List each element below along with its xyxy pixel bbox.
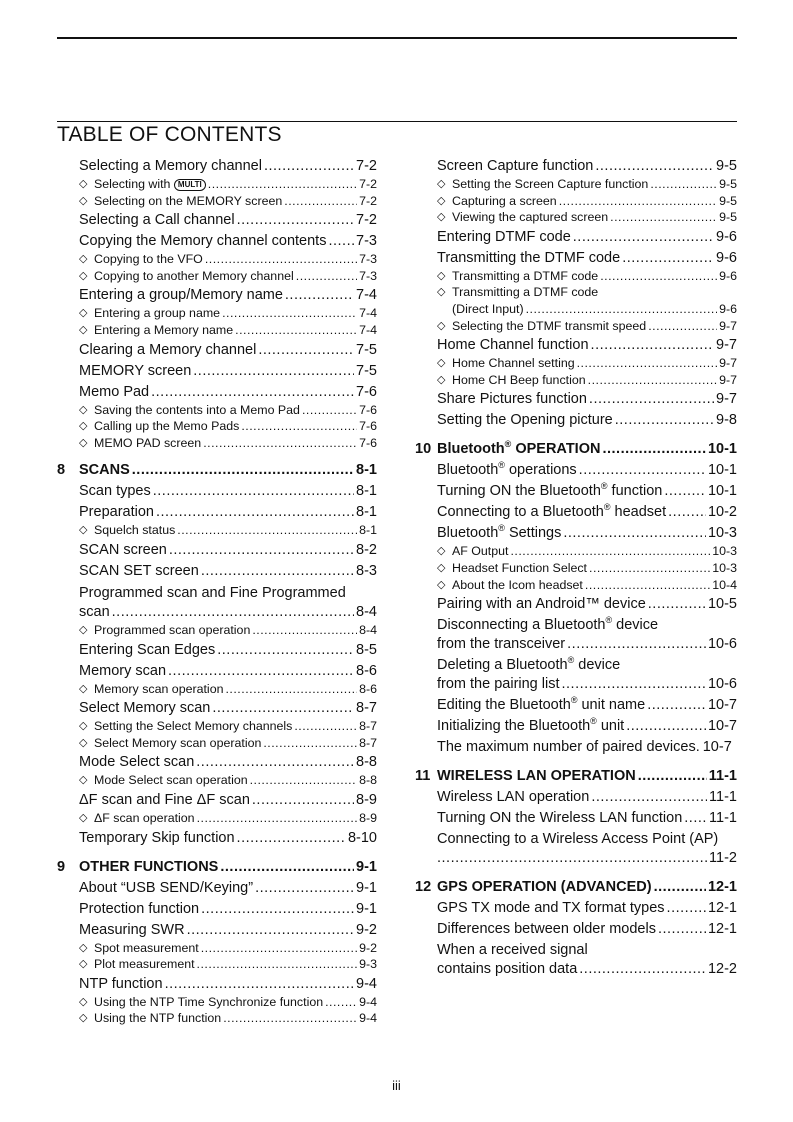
diamond-bullet-icon: ◇ — [437, 211, 446, 224]
toc-subentry[interactable]: ◇ Selecting with MULTI ..... 7-2 — [57, 176, 377, 193]
toc-left-column — [57, 155, 377, 1027]
toc-entry[interactable]: The maximum number of paired devices. 10-7 — [437, 739, 732, 756]
toc-subentry[interactable]: ◇ Using the NTP function ..... 9-4 — [57, 1010, 377, 1027]
toc-entry[interactable]: Bluetooth® operations ..... 10-1 — [415, 461, 737, 480]
toc-entry[interactable]: SCAN screen ..... 8-2 — [57, 541, 377, 560]
toc-subentry[interactable]: ◇ Entering a group name ..... 7-4 — [57, 305, 377, 322]
toc-right-column — [415, 155, 737, 979]
toc-entry[interactable]: from the pairing list ..... 10-6 — [415, 675, 737, 694]
toc-entry-wrapped-title[interactable]: Programmed scan and Fine Programmed — [79, 584, 346, 601]
toc-subentry[interactable]: ◇ Setting the Select Memory channels ..... 8-7 — [57, 718, 377, 735]
toc-entry-wrapped-title[interactable]: Disconnecting a Bluetooth® device — [437, 615, 659, 634]
toc-subentry[interactable]: ◇ Viewing the captured screen ..... 9-5 — [415, 209, 737, 226]
toc-entry[interactable]: Memo Pad ..... 7-6 — [57, 383, 377, 402]
toc-subentry[interactable]: ◇ Entering a Memory name ..... 7-4 — [57, 322, 377, 339]
toc-subentry[interactable]: ◇ Saving the contents into a Memo Pad ..... 7-6 — [57, 402, 377, 419]
toc-subentry-wrapped-title[interactable]: ◇ Transmitting a DTMF code — [437, 285, 599, 300]
diamond-bullet-icon: ◇ — [79, 420, 88, 433]
diamond-bullet-icon: ◇ — [79, 403, 88, 416]
diamond-bullet-icon: ◇ — [437, 319, 446, 332]
toc-subentry[interactable]: ◇ Home CH Beep function ..... 9-7 — [415, 372, 737, 389]
toc-entry-wrapped-title[interactable]: Deleting a Bluetooth® device — [437, 655, 621, 674]
toc-entry[interactable]: Setting the Opening picture ..... 9-8 — [415, 411, 737, 430]
diamond-bullet-icon: ◇ — [437, 578, 446, 591]
header-rule — [57, 37, 737, 39]
toc-entry[interactable]: Mode Select scan ..... 8-8 — [57, 753, 377, 772]
toc-subentry[interactable]: ◇ Capturing a screen ..... 9-5 — [415, 193, 737, 210]
diamond-bullet-icon: ◇ — [79, 941, 88, 954]
toc-entry[interactable]: Bluetooth® Settings ..... 10-3 — [415, 524, 737, 543]
toc-subentry[interactable]: ◇ Select Memory scan operation ..... 8-7 — [57, 735, 377, 752]
toc-subentry[interactable]: ◇ Using the NTP Time Synchronize function ..... 9-4 — [57, 994, 377, 1011]
diamond-bullet-icon: ◇ — [79, 958, 88, 971]
toc-chapter[interactable]: 9 OTHER FUNCTIONS ..... 9-1 — [57, 857, 377, 877]
diamond-bullet-icon: ◇ — [437, 373, 446, 386]
toc-entry[interactable]: GPS TX mode and TX format types ..... 12-1 — [415, 899, 737, 918]
diamond-bullet-icon: ◇ — [79, 720, 88, 733]
toc-entry[interactable]: Editing the Bluetooth® unit name ..... 10-7 — [415, 696, 737, 715]
toc-entry[interactable]: NTP function ..... 9-4 — [57, 975, 377, 994]
toc-entry[interactable]: Initializing the Bluetooth® unit ..... 10-7 — [415, 717, 737, 736]
toc-entry[interactable]: Screen Capture function ..... 9-5 — [415, 157, 737, 176]
toc-entry[interactable]: Entering Scan Edges ..... 8-5 — [57, 641, 377, 660]
diamond-bullet-icon: ◇ — [79, 736, 88, 749]
toc-chapter[interactable]: 8 SCANS ..... 8-1 — [57, 460, 377, 480]
diamond-bullet-icon: ◇ — [437, 545, 446, 558]
toc-subentry[interactable]: ◇ Mode Select scan operation ..... 8-8 — [57, 772, 377, 789]
toc-entry-wrapped-title[interactable]: When a received signal — [437, 942, 588, 959]
diamond-bullet-icon: ◇ — [79, 269, 88, 282]
toc-subentry[interactable]: ◇ Calling up the Memo Pads ..... 7-6 — [57, 418, 377, 435]
toc-entry[interactable]: Selecting a Memory channel ..... 7-2 — [57, 157, 377, 176]
toc-subentry[interactable]: ◇ Selecting on the MEMORY screen ..... 7-2 — [57, 193, 377, 210]
toc-subentry[interactable]: ◇ Copying to another Memory channel ..... 7-3 — [57, 268, 377, 285]
toc-entry[interactable]: Clearing a Memory channel ..... 7-5 — [57, 341, 377, 360]
toc-entry[interactable]: Differences between older models ..... 12-1 — [415, 920, 737, 939]
toc-subentry[interactable]: ◇ ΔF scan operation ..... 8-9 — [57, 810, 377, 827]
diamond-bullet-icon: ◇ — [437, 194, 446, 207]
toc-entry[interactable]: Memory scan ..... 8-6 — [57, 662, 377, 681]
diamond-bullet-icon: ◇ — [79, 436, 88, 449]
toc-entry[interactable]: Wireless LAN operation ..... 11-1 — [415, 788, 737, 807]
diamond-bullet-icon: ◇ — [79, 995, 88, 1008]
toc-subentry[interactable]: ◇ Memory scan operation ..... 8-6 — [57, 681, 377, 698]
toc-subentry[interactable]: ◇ Squelch status ..... 8-1 — [57, 522, 377, 539]
diamond-bullet-icon: ◇ — [79, 524, 88, 537]
toc-entry[interactable]: ..... 11-2 — [415, 849, 737, 868]
toc-entry[interactable]: About “USB SEND/Keying” ..... 9-1 — [57, 879, 377, 898]
toc-subentry[interactable]: ◇ Headset Function Select ..... 10-3 — [415, 560, 737, 577]
diamond-bullet-icon: ◇ — [437, 561, 446, 574]
diamond-bullet-icon: ◇ — [79, 178, 88, 190]
toc-subentry[interactable]: ◇ About the Icom headset ..... 10-4 — [415, 577, 737, 594]
toc-subentry[interactable]: ◇ Spot measurement ..... 9-2 — [57, 940, 377, 957]
toc-subentry[interactable]: ◇ Transmitting a DTMF code ..... 9-6 — [415, 268, 737, 285]
diamond-bullet-icon: ◇ — [437, 286, 446, 299]
toc-subentry[interactable]: ◇ Plot measurement ..... 9-3 — [57, 956, 377, 973]
toc-entry[interactable]: Turning ON the Wireless LAN function ..... 11-1 — [415, 809, 737, 828]
toc-entry[interactable]: Select Memory scan ..... 8-7 — [57, 699, 377, 718]
toc-entry[interactable]: Measuring SWR ..... 9-2 — [57, 921, 377, 940]
diamond-bullet-icon: ◇ — [79, 1012, 88, 1025]
diamond-bullet-icon: ◇ — [79, 307, 88, 320]
toc-entry[interactable]: ΔF scan and Fine ΔF scan ..... 8-9 — [57, 791, 377, 810]
toc-entry[interactable]: Scan types ..... 8-1 — [57, 482, 377, 501]
toc-entry[interactable]: Entering a group/Memory name ..... 7-4 — [57, 286, 377, 305]
toc-entry[interactable]: from the transceiver ..... 10-6 — [415, 635, 737, 654]
toc-subentry[interactable]: ◇ Selecting the DTMF transmit speed ..... 9-7 — [415, 318, 737, 335]
toc-entry[interactable]: Protection function ..... 9-1 — [57, 900, 377, 919]
diamond-bullet-icon: ◇ — [437, 269, 446, 282]
toc-subentry[interactable]: ◇ Home Channel setting ..... 9-7 — [415, 355, 737, 372]
diamond-bullet-icon: ◇ — [437, 178, 446, 190]
toc-subentry[interactable]: (Direct Input) ..... 9-6 — [415, 301, 737, 318]
diamond-bullet-icon: ◇ — [79, 194, 88, 207]
diamond-bullet-icon: ◇ — [79, 811, 88, 824]
toc-entry[interactable]: Entering DTMF code ..... 9-6 — [415, 228, 737, 247]
multi-dial-icon: MULTI — [174, 179, 206, 191]
page-number: iii — [392, 1078, 401, 1093]
diamond-bullet-icon: ◇ — [79, 253, 88, 266]
page-title: TABLE OF CONTENTS — [57, 123, 282, 146]
toc-entry[interactable]: Turning ON the Bluetooth® function ..... 10-1 — [415, 482, 737, 501]
toc-subentry[interactable]: ◇ Setting the Screen Capture function ..... 9-5 — [415, 176, 737, 193]
toc-chapter[interactable]: 11 WIRELESS LAN OPERATION ..... 11-1 — [415, 766, 737, 786]
toc-chapter[interactable]: 10 Bluetooth® OPERATION ..... 10-1 — [415, 439, 737, 459]
toc-entry[interactable]: Pairing with an Android™ device ..... 10-5 — [415, 595, 737, 614]
toc-entry[interactable]: Share Pictures function ..... 9-7 — [415, 390, 737, 409]
toc-chapter[interactable]: 12 GPS OPERATION (ADVANCED) ..... 12-1 — [415, 877, 737, 897]
toc-subentry[interactable]: ◇ Programmed scan operation ..... 8-4 — [57, 622, 377, 639]
diamond-bullet-icon: ◇ — [79, 323, 88, 336]
toc-entry[interactable]: Temporary Skip function ..... 8-10 — [57, 829, 377, 848]
toc-entry[interactable]: contains position data ..... 12-2 — [415, 960, 737, 979]
toc-entry[interactable]: Preparation ..... 8-1 — [57, 503, 377, 522]
diamond-bullet-icon: ◇ — [79, 623, 88, 636]
toc-entry[interactable]: SCAN SET screen ..... 8-3 — [57, 562, 377, 581]
toc-entry[interactable]: Connecting to a Bluetooth® headset ..... 10-2 — [415, 503, 737, 522]
toc-entry[interactable]: Home Channel function ..... 9-7 — [415, 336, 737, 355]
toc-entry[interactable]: Transmitting the DTMF code ..... 9-6 — [415, 249, 737, 268]
toc-entry[interactable]: MEMORY screen ..... 7-5 — [57, 362, 377, 381]
toc-entry-wrapped-title[interactable]: Connecting to a Wireless Access Point (AP) — [437, 831, 719, 848]
toc-entry[interactable]: scan ..... 8-4 — [57, 603, 377, 622]
toc-subentry[interactable]: ◇ Copying to the VFO ..... 7-3 — [57, 251, 377, 268]
toc-subentry[interactable]: ◇ MEMO PAD screen ..... 7-6 — [57, 435, 377, 452]
toc-entry[interactable]: Copying the Memory channel contents ..... 7-3 — [57, 232, 377, 251]
toc-subentry[interactable]: ◇ AF Output ..... 10-3 — [415, 543, 737, 560]
diamond-bullet-icon: ◇ — [437, 357, 446, 370]
diamond-bullet-icon: ◇ — [79, 774, 88, 787]
diamond-bullet-icon: ◇ — [79, 682, 88, 695]
toc-entry[interactable]: Selecting a Call channel ..... 7-2 — [57, 211, 377, 230]
